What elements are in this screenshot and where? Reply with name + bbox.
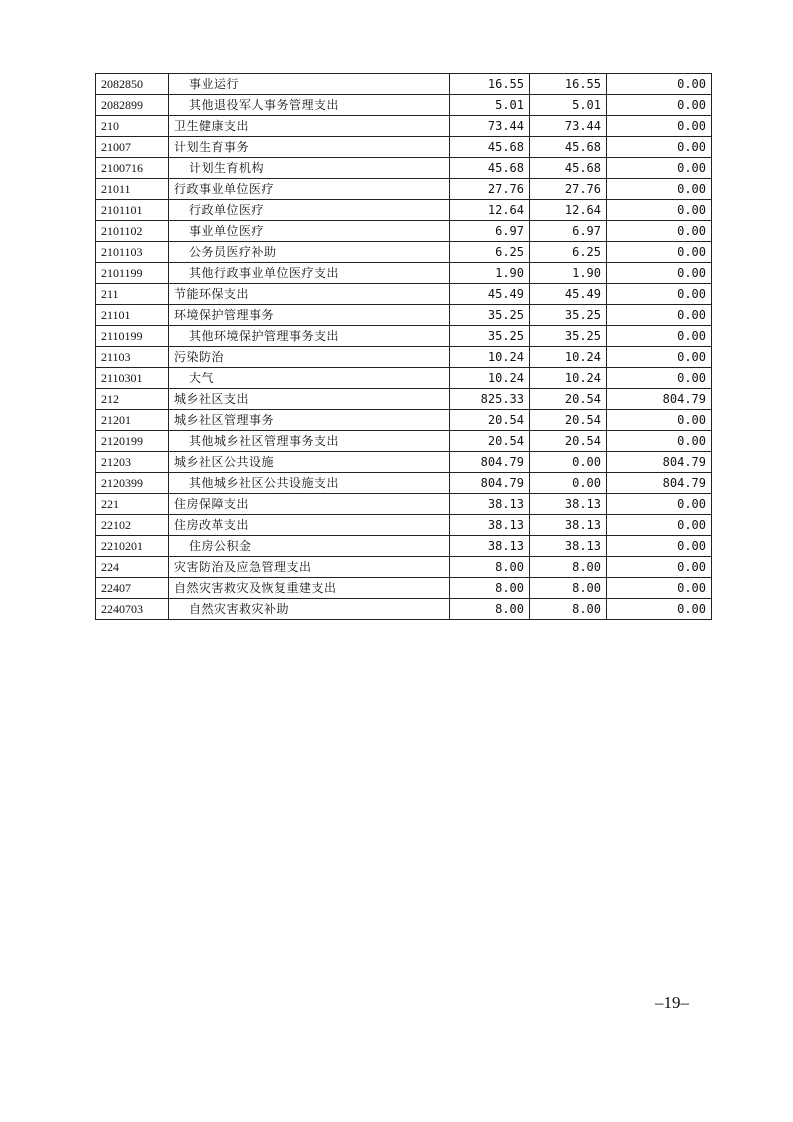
basic-expenditure-cell: 45.49: [530, 284, 607, 305]
subject-name-cell: 住房保障支出: [169, 494, 450, 515]
total-amount-cell: 38.13: [450, 494, 530, 515]
subject-name-cell: 自然灾害救灾补助: [169, 599, 450, 620]
total-amount-cell: 27.76: [450, 179, 530, 200]
project-expenditure-cell: 0.00: [607, 179, 712, 200]
basic-expenditure-cell: 5.01: [530, 95, 607, 116]
subject-name-cell: 其他环境保护管理事务支出: [169, 326, 450, 347]
basic-expenditure-cell: 38.13: [530, 494, 607, 515]
table-row: [96, 494, 712, 515]
subject-name-cell: 行政单位医疗: [169, 200, 450, 221]
subject-code-cell: 22102: [96, 515, 169, 536]
subject-code-cell: 2101103: [96, 242, 169, 263]
subject-code-cell: 2210201: [96, 536, 169, 557]
subject-code-cell: 2101102: [96, 221, 169, 242]
project-expenditure-cell: 0.00: [607, 200, 712, 221]
expenditure-table: [95, 73, 712, 620]
total-amount-cell: 8.00: [450, 578, 530, 599]
table-row: [96, 431, 712, 452]
basic-expenditure-cell: 8.00: [530, 557, 607, 578]
total-amount-cell: 20.54: [450, 410, 530, 431]
table-row: [96, 368, 712, 389]
table-row: [96, 473, 712, 494]
project-expenditure-cell: 0.00: [607, 326, 712, 347]
total-amount-cell: 35.25: [450, 305, 530, 326]
table-row: [96, 137, 712, 158]
subject-name-cell: 大气: [169, 368, 450, 389]
total-amount-cell: 804.79: [450, 473, 530, 494]
table-row: [96, 452, 712, 473]
table-row: [96, 200, 712, 221]
project-expenditure-cell: 0.00: [607, 494, 712, 515]
subject-name-cell: 计划生育机构: [169, 158, 450, 179]
project-expenditure-cell: 0.00: [607, 431, 712, 452]
basic-expenditure-cell: 16.55: [530, 74, 607, 95]
subject-code-cell: 210: [96, 116, 169, 137]
subject-name-cell: 公务员医疗补助: [169, 242, 450, 263]
subject-code-cell: 2110301: [96, 368, 169, 389]
basic-expenditure-cell: 20.54: [530, 431, 607, 452]
table-row: [96, 95, 712, 116]
basic-expenditure-cell: 8.00: [530, 599, 607, 620]
total-amount-cell: 10.24: [450, 347, 530, 368]
table-row: [96, 179, 712, 200]
subject-code-cell: 21011: [96, 179, 169, 200]
basic-expenditure-cell: 8.00: [530, 578, 607, 599]
subject-code-cell: 211: [96, 284, 169, 305]
subject-name-cell: 住房改革支出: [169, 515, 450, 536]
project-expenditure-cell: 0.00: [607, 242, 712, 263]
subject-code-cell: 2082899: [96, 95, 169, 116]
project-expenditure-cell: 0.00: [607, 74, 712, 95]
total-amount-cell: 73.44: [450, 116, 530, 137]
basic-expenditure-cell: 45.68: [530, 137, 607, 158]
total-amount-cell: 45.68: [450, 137, 530, 158]
subject-code-cell: 212: [96, 389, 169, 410]
basic-expenditure-cell: 10.24: [530, 368, 607, 389]
table-row: [96, 221, 712, 242]
total-amount-cell: 1.90: [450, 263, 530, 284]
project-expenditure-cell: 0.00: [607, 158, 712, 179]
subject-name-cell: 其他退役军人事务管理支出: [169, 95, 450, 116]
basic-expenditure-cell: 38.13: [530, 515, 607, 536]
basic-expenditure-cell: 0.00: [530, 452, 607, 473]
project-expenditure-cell: 0.00: [607, 410, 712, 431]
subject-name-cell: 环境保护管理事务: [169, 305, 450, 326]
total-amount-cell: 35.25: [450, 326, 530, 347]
subject-name-cell: 卫生健康支出: [169, 116, 450, 137]
total-amount-cell: 45.49: [450, 284, 530, 305]
subject-code-cell: 2082850: [96, 74, 169, 95]
total-amount-cell: 6.25: [450, 242, 530, 263]
subject-name-cell: 行政事业单位医疗: [169, 179, 450, 200]
project-expenditure-cell: 0.00: [607, 515, 712, 536]
subject-name-cell: 住房公积金: [169, 536, 450, 557]
project-expenditure-cell: 0.00: [607, 95, 712, 116]
basic-expenditure-cell: 73.44: [530, 116, 607, 137]
subject-code-cell: 21103: [96, 347, 169, 368]
page-number: –19–: [655, 993, 689, 1012]
project-expenditure-cell: 0.00: [607, 557, 712, 578]
total-amount-cell: 20.54: [450, 431, 530, 452]
total-amount-cell: 5.01: [450, 95, 530, 116]
table-row: [96, 263, 712, 284]
subject-name-cell: 计划生育事务: [169, 137, 450, 158]
subject-code-cell: 21101: [96, 305, 169, 326]
table-row: [96, 305, 712, 326]
table-row: [96, 578, 712, 599]
project-expenditure-cell: 804.79: [607, 473, 712, 494]
total-amount-cell: 10.24: [450, 368, 530, 389]
subject-code-cell: 2110199: [96, 326, 169, 347]
project-expenditure-cell: 0.00: [607, 536, 712, 557]
table-row: [96, 599, 712, 620]
basic-expenditure-cell: 12.64: [530, 200, 607, 221]
table-row: [96, 74, 712, 95]
project-expenditure-cell: 0.00: [607, 368, 712, 389]
subject-name-cell: 灾害防治及应急管理支出: [169, 557, 450, 578]
basic-expenditure-cell: 38.13: [530, 536, 607, 557]
table-row: [96, 242, 712, 263]
project-expenditure-cell: 804.79: [607, 452, 712, 473]
project-expenditure-cell: 0.00: [607, 347, 712, 368]
subject-code-cell: 2240703: [96, 599, 169, 620]
project-expenditure-cell: 0.00: [607, 305, 712, 326]
basic-expenditure-cell: 20.54: [530, 389, 607, 410]
subject-name-cell: 其他城乡社区公共设施支出: [169, 473, 450, 494]
subject-name-cell: 事业运行: [169, 74, 450, 95]
table-row: [96, 326, 712, 347]
table-row: [96, 536, 712, 557]
project-expenditure-cell: 0.00: [607, 116, 712, 137]
subject-code-cell: 2100716: [96, 158, 169, 179]
table-row: [96, 515, 712, 536]
total-amount-cell: 45.68: [450, 158, 530, 179]
table-row: [96, 347, 712, 368]
table-row: [96, 158, 712, 179]
basic-expenditure-cell: 20.54: [530, 410, 607, 431]
total-amount-cell: 8.00: [450, 557, 530, 578]
project-expenditure-cell: 0.00: [607, 221, 712, 242]
subject-code-cell: 2120199: [96, 431, 169, 452]
total-amount-cell: 38.13: [450, 536, 530, 557]
project-expenditure-cell: 0.00: [607, 263, 712, 284]
subject-code-cell: 2101199: [96, 263, 169, 284]
basic-expenditure-cell: 1.90: [530, 263, 607, 284]
table-row: [96, 557, 712, 578]
total-amount-cell: 8.00: [450, 599, 530, 620]
basic-expenditure-cell: 35.25: [530, 326, 607, 347]
subject-name-cell: 其他城乡社区管理事务支出: [169, 431, 450, 452]
project-expenditure-cell: 0.00: [607, 578, 712, 599]
subject-name-cell: 其他行政事业单位医疗支出: [169, 263, 450, 284]
basic-expenditure-cell: 10.24: [530, 347, 607, 368]
project-expenditure-cell: 0.00: [607, 599, 712, 620]
total-amount-cell: 804.79: [450, 452, 530, 473]
total-amount-cell: 12.64: [450, 200, 530, 221]
project-expenditure-cell: 0.00: [607, 284, 712, 305]
total-amount-cell: 6.97: [450, 221, 530, 242]
subject-name-cell: 城乡社区公共设施: [169, 452, 450, 473]
table-body: [96, 74, 712, 620]
subject-name-cell: 城乡社区管理事务: [169, 410, 450, 431]
table-row: [96, 410, 712, 431]
project-expenditure-cell: 804.79: [607, 389, 712, 410]
subject-name-cell: 污染防治: [169, 347, 450, 368]
table-row: [96, 389, 712, 410]
basic-expenditure-cell: 6.25: [530, 242, 607, 263]
subject-code-cell: 22407: [96, 578, 169, 599]
total-amount-cell: 38.13: [450, 515, 530, 536]
subject-code-cell: 21007: [96, 137, 169, 158]
total-amount-cell: 825.33: [450, 389, 530, 410]
subject-code-cell: 21203: [96, 452, 169, 473]
basic-expenditure-cell: 35.25: [530, 305, 607, 326]
total-amount-cell: 16.55: [450, 74, 530, 95]
basic-expenditure-cell: 6.97: [530, 221, 607, 242]
table-row: [96, 284, 712, 305]
subject-code-cell: 21201: [96, 410, 169, 431]
basic-expenditure-cell: 27.76: [530, 179, 607, 200]
table-row: [96, 116, 712, 137]
subject-code-cell: 224: [96, 557, 169, 578]
budget-table-container: [95, 73, 711, 620]
subject-name-cell: 节能环保支出: [169, 284, 450, 305]
subject-name-cell: 事业单位医疗: [169, 221, 450, 242]
basic-expenditure-cell: 45.68: [530, 158, 607, 179]
subject-code-cell: 221: [96, 494, 169, 515]
subject-name-cell: 城乡社区支出: [169, 389, 450, 410]
project-expenditure-cell: 0.00: [607, 137, 712, 158]
subject-code-cell: 2120399: [96, 473, 169, 494]
subject-code-cell: 2101101: [96, 200, 169, 221]
subject-name-cell: 自然灾害救灾及恢复重建支出: [169, 578, 450, 599]
basic-expenditure-cell: 0.00: [530, 473, 607, 494]
